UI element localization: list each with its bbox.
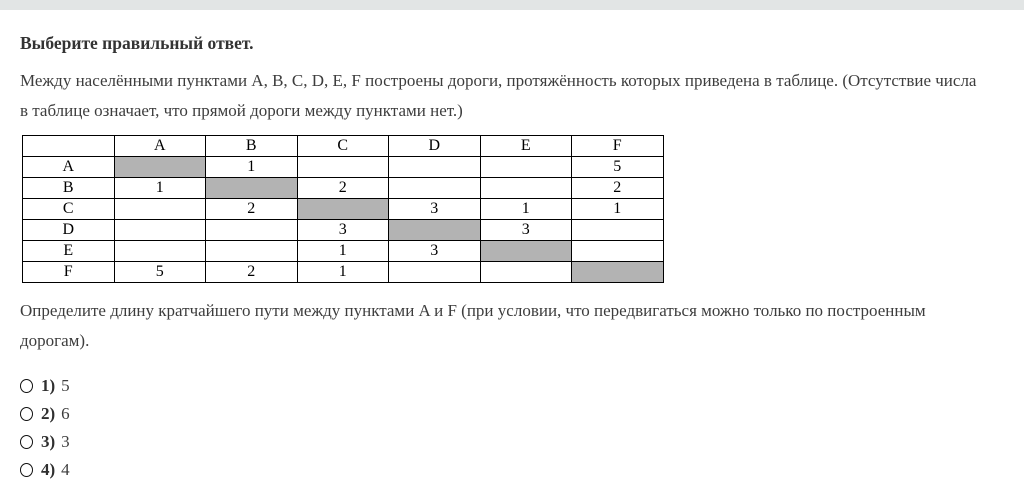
- table-cell: [389, 157, 481, 178]
- table-row: [23, 199, 664, 220]
- radio-button[interactable]: [20, 463, 33, 477]
- row-label-F: F: [23, 262, 115, 283]
- table-cell-shaded: [480, 241, 572, 262]
- table-cell: [572, 220, 664, 241]
- col-header-F: F: [572, 136, 664, 157]
- table-cell-shaded: [297, 199, 389, 220]
- table-cell: 1: [297, 241, 389, 262]
- table-cell: 5: [572, 157, 664, 178]
- row-label-B: B: [23, 178, 115, 199]
- option-number: 1): [41, 376, 56, 395]
- table-cell: [389, 178, 481, 199]
- option-value: 5: [61, 376, 70, 395]
- table-cell: 2: [572, 178, 664, 199]
- answer-option-3[interactable]: [20, 428, 988, 456]
- answer-option-4[interactable]: [20, 456, 988, 484]
- top-divider-bar: [0, 0, 1024, 10]
- table-cell: 5: [114, 262, 206, 283]
- table-row: [23, 178, 664, 199]
- option-number: 3): [41, 432, 56, 451]
- table-header-row: [23, 136, 664, 157]
- answer-option-1[interactable]: [20, 372, 988, 400]
- col-header-B: B: [206, 136, 298, 157]
- table-row: [23, 220, 664, 241]
- table-cell: 3: [389, 199, 481, 220]
- table-cell: [480, 178, 572, 199]
- col-header-A: A: [114, 136, 206, 157]
- table-cell: [114, 220, 206, 241]
- answer-option-2[interactable]: [20, 400, 988, 428]
- table-cell: 1: [480, 199, 572, 220]
- question-panel: [0, 31, 1010, 484]
- table-cell: 2: [297, 178, 389, 199]
- problem-statement: Между населёнными пунктами A, B, C, D, E, F построены дороги, протяжённость которых приведена в таблице. (Отсутствие числа в таблице означает, что прямой дороги между пунктами нет.): [20, 71, 977, 120]
- table-corner-cell: [23, 136, 115, 157]
- table-cell-shaded: [114, 157, 206, 178]
- table-cell: 1: [206, 157, 298, 178]
- distance-table: [22, 135, 664, 283]
- radio-button[interactable]: [20, 379, 33, 393]
- table-cell: 1: [297, 262, 389, 283]
- table-cell: 3: [297, 220, 389, 241]
- option-number: 4): [41, 460, 56, 479]
- table-cell: [114, 241, 206, 262]
- table-cell-shaded: [206, 178, 298, 199]
- col-header-E: E: [480, 136, 572, 157]
- table-cell: 1: [114, 178, 206, 199]
- table-cell: 3: [480, 220, 572, 241]
- option-number: 2): [41, 404, 56, 423]
- radio-button[interactable]: [20, 435, 33, 449]
- table-row: [23, 262, 664, 283]
- col-header-C: C: [297, 136, 389, 157]
- row-label-C: C: [23, 199, 115, 220]
- table-cell: [389, 262, 481, 283]
- table-row: [23, 157, 664, 178]
- row-label-E: E: [23, 241, 115, 262]
- row-label-D: D: [23, 220, 115, 241]
- row-label-A: A: [23, 157, 115, 178]
- table-cell: [480, 262, 572, 283]
- question-text: Определите длину кратчайшего пути между пунктами A и F (при условии, что передвигаться можно только по построенным дорогам).: [20, 301, 926, 350]
- option-value: 3: [61, 432, 70, 451]
- option-value: 4: [61, 460, 70, 479]
- table-cell: [297, 157, 389, 178]
- answer-options: [20, 372, 988, 484]
- option-value: 6: [61, 404, 70, 423]
- table-cell: 2: [206, 262, 298, 283]
- table-cell: 3: [389, 241, 481, 262]
- table-cell: [206, 241, 298, 262]
- table-cell-shaded: [389, 220, 481, 241]
- table-cell: [572, 241, 664, 262]
- table-cell: [114, 199, 206, 220]
- table-cell: 1: [572, 199, 664, 220]
- table-cell-shaded: [572, 262, 664, 283]
- table-cell: [206, 220, 298, 241]
- table-cell: [480, 157, 572, 178]
- table-cell: 2: [206, 199, 298, 220]
- page-title: Выберите правильный ответ.: [20, 33, 254, 53]
- col-header-D: D: [389, 136, 481, 157]
- table-row: [23, 241, 664, 262]
- radio-button[interactable]: [20, 407, 33, 421]
